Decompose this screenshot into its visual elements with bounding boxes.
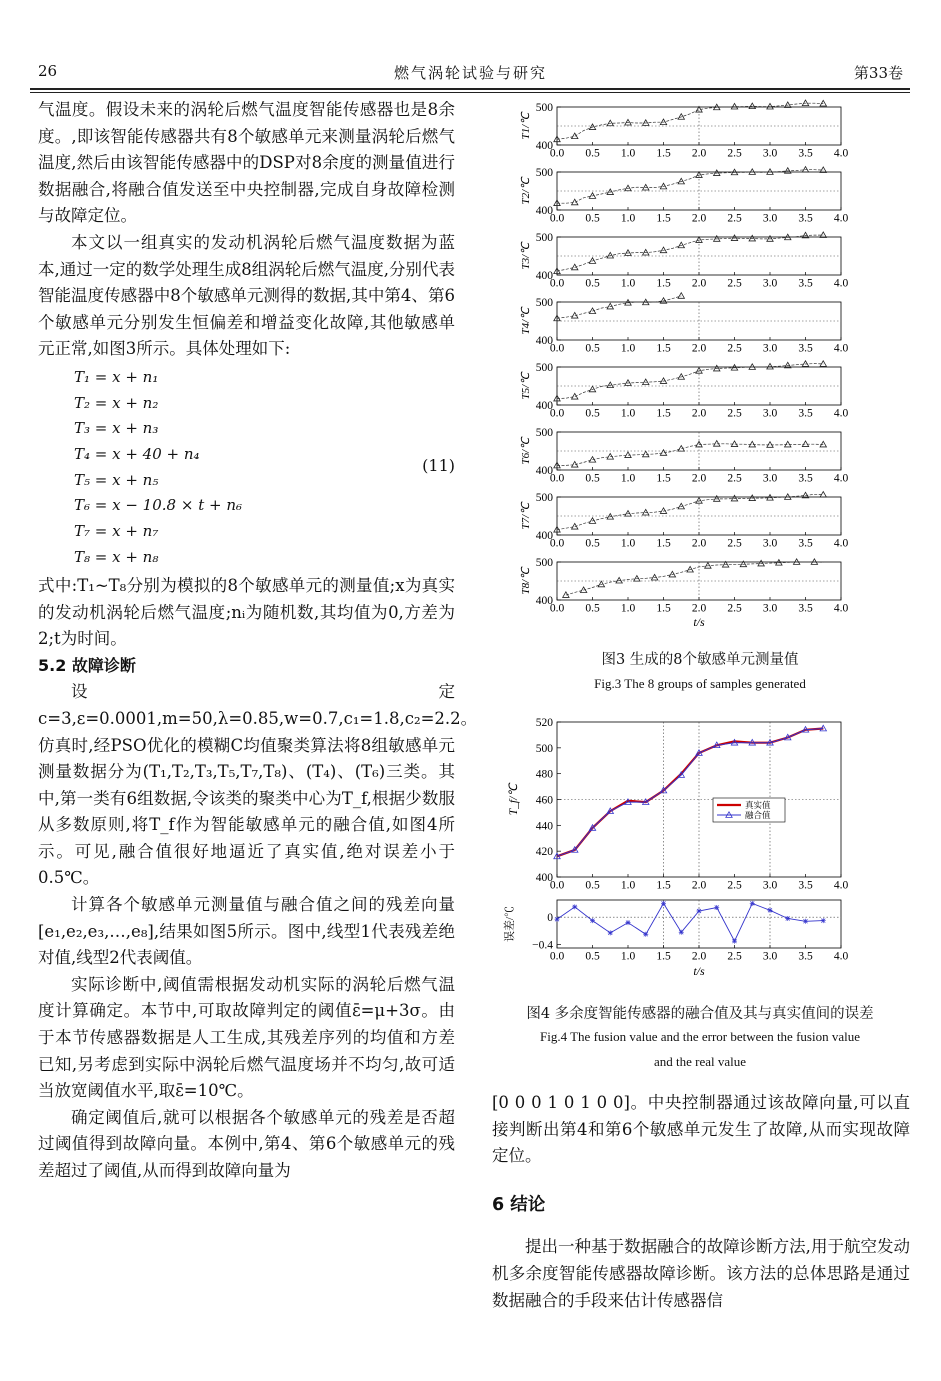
data-point	[572, 199, 578, 205]
data-point	[679, 930, 684, 935]
x-tick-label: 2.5	[727, 342, 742, 355]
x-tick-label: 2.5	[727, 472, 742, 485]
x-tick-label: 2.5	[727, 147, 742, 160]
x-tick-label: 1.5	[656, 537, 671, 550]
y-tick-label: 0	[547, 912, 553, 925]
x-tick-label: 2.0	[691, 407, 707, 420]
equation-block	[38, 365, 455, 571]
data-point	[625, 511, 631, 517]
series-line	[557, 729, 823, 857]
x-tick-label: 4.0	[833, 472, 849, 485]
axis-y-label: 误差/℃	[504, 905, 516, 943]
figure-4-chart	[495, 710, 895, 1000]
x-tick-label: 3.0	[762, 537, 778, 550]
axis-y-label: T6/℃	[520, 437, 532, 465]
paragraph: 提出一种基于数据融合的故障诊断方法,用于航空发动机多余度智能传感器故障诊断。该方法的总体思路是通过数据融合的手段来估计传感器信	[492, 1237, 910, 1310]
equation: T₇ = x + n₇	[74, 522, 159, 541]
data-point	[625, 119, 631, 125]
data-point	[607, 382, 613, 388]
data-point	[669, 571, 675, 577]
x-tick-label: 2.5	[727, 277, 742, 290]
data-point	[661, 901, 666, 906]
right-column	[492, 1090, 910, 1314]
data-point	[802, 441, 808, 447]
x-tick-label: 3.0	[762, 602, 778, 615]
figure-4-caption-en-line1: Fig.4 The fusion value and the error between the fusion value	[540, 1029, 860, 1044]
y-tick-label: 400	[535, 530, 553, 542]
x-tick-label: 4.0	[833, 950, 849, 963]
x-tick-label: 2.0	[691, 147, 707, 160]
x-tick-label: 1.5	[656, 407, 671, 420]
data-point	[643, 379, 649, 385]
x-tick-label: 0.5	[585, 950, 600, 963]
data-point	[626, 920, 631, 925]
figure-3-chart	[495, 97, 895, 642]
header-rule	[30, 88, 910, 90]
data-point	[731, 103, 737, 109]
y-tick-label: 400	[535, 270, 553, 282]
data-point	[749, 235, 755, 241]
data-point	[731, 235, 737, 241]
axis-x-label: t/s	[693, 964, 705, 978]
equation: T₂ = x + n₂	[74, 393, 159, 412]
data-point	[598, 581, 604, 587]
data-point	[802, 167, 808, 173]
data-point	[678, 114, 684, 120]
data-point	[767, 363, 773, 369]
x-tick-label: 2.5	[727, 602, 742, 615]
axis-y-label: T7/℃	[520, 502, 532, 530]
data-point	[572, 904, 577, 909]
y-tick-label: 460	[535, 794, 553, 807]
x-tick-label: 0.0	[549, 277, 565, 290]
y-tick-label: 400	[535, 595, 553, 607]
axis-y-label: T8/℃	[520, 567, 532, 595]
data-point	[678, 374, 684, 380]
x-tick-label: 2.0	[691, 342, 707, 355]
x-tick-label: 3.0	[762, 342, 778, 355]
data-point	[714, 441, 720, 447]
x-tick-label: 1.5	[656, 472, 671, 485]
paragraph: 本文以一组真实的发动机涡轮后燃气温度数据为蓝本,通过一定的数学处理生成8组涡轮后燃气温度,分别代表智能温度传感器中8个敏感单元测得的数据,其中第4、第6个敏感单元分别发生恒偏差和增益变化故障,其他敏感单元正常,如图3所示。具体处理如下:	[38, 232, 455, 359]
y-tick-label: 500	[535, 297, 553, 309]
x-tick-label: 3.5	[798, 537, 813, 550]
x-tick-label: 3.5	[798, 277, 813, 290]
legend-label: 融合值	[745, 810, 771, 820]
data-point	[687, 566, 693, 572]
data-point	[793, 559, 799, 565]
axis-y-label: T3/℃	[520, 242, 532, 270]
x-tick-label: 1.5	[656, 212, 671, 225]
data-point	[714, 170, 720, 176]
y-tick-label: 500	[535, 557, 553, 569]
x-tick-label: 1.0	[620, 879, 636, 892]
data-point	[758, 560, 764, 566]
axis-y-label: T1/℃	[520, 112, 532, 140]
x-tick-label: 1.5	[656, 950, 671, 963]
y-tick-label: 520	[535, 717, 553, 729]
x-tick-label: 4.0	[833, 212, 849, 225]
data-point	[714, 905, 719, 910]
x-tick-label: 4.0	[833, 537, 849, 550]
data-point	[785, 441, 791, 447]
data-point	[625, 250, 631, 256]
series-line	[557, 444, 823, 466]
y-tick-label: 400	[535, 335, 553, 347]
series-line	[566, 562, 823, 595]
equation: T₃ = x + n₃	[74, 419, 159, 438]
x-tick-label: 1.0	[620, 212, 636, 225]
x-tick-label: 0.0	[549, 602, 565, 615]
x-tick-label: 0.5	[585, 277, 600, 290]
x-tick-label: 0.0	[549, 212, 565, 225]
data-point	[643, 184, 649, 190]
x-tick-label: 2.5	[727, 879, 742, 892]
x-tick-label: 0.5	[585, 212, 600, 225]
x-tick-label: 2.5	[727, 407, 742, 420]
legend-label: 真实值	[745, 800, 771, 810]
x-tick-label: 2.0	[691, 212, 707, 225]
x-tick-label: 1.0	[620, 407, 636, 420]
data-point	[749, 103, 755, 109]
x-tick-label: 0.5	[585, 472, 600, 485]
data-point	[785, 916, 790, 921]
data-point	[714, 365, 720, 371]
x-tick-label: 2.0	[691, 537, 707, 550]
paragraph: 气温度。假设未来的涡轮后燃气温度智能传感器也是8余度。,即该智能传感器共有8个敏感单元来测量涡轮后燃气温度,然后由该智能传感器中的DSP对8余度的测量值进行数据融合,将融合值发送至中央控制器,完成自身故障检测与故障定位。	[38, 100, 455, 226]
x-tick-label: 2.5	[727, 950, 742, 963]
paragraph: 式中:T₁~T₈分别为模拟的8个敏感单元的测量值;x为真实的发动机涡轮后燃气温度;nᵢ为随机数,其均值为0,方差为2;t为时间。	[38, 575, 455, 649]
x-tick-label: 3.5	[798, 602, 813, 615]
y-tick-label: 420	[535, 846, 553, 859]
x-tick-label: 0.0	[549, 537, 565, 550]
equation: T₆ = x − 10.8 × t + n₆	[74, 496, 242, 515]
series-line	[557, 364, 823, 399]
equation: T₈ = x + n₈	[74, 547, 159, 566]
x-tick-label: 2.0	[691, 879, 707, 892]
data-point	[697, 908, 702, 913]
data-point	[589, 308, 595, 314]
x-tick-label: 4.0	[833, 407, 849, 420]
data-point	[616, 577, 622, 583]
x-tick-label: 3.5	[798, 147, 813, 160]
y-tick-label: 440	[535, 820, 553, 833]
data-point	[767, 442, 773, 448]
data-point	[820, 100, 826, 106]
x-tick-label: 0.0	[549, 472, 565, 485]
x-tick-label: 0.5	[585, 342, 600, 355]
x-tick-label: 2.0	[691, 950, 707, 963]
data-point	[651, 574, 657, 580]
x-tick-label: 3.5	[798, 407, 813, 420]
data-point	[634, 576, 640, 582]
journal-title: 燃气涡轮试验与研究	[393, 64, 547, 82]
y-tick-label: −0.4	[532, 939, 553, 952]
data-point	[572, 523, 578, 529]
data-point	[590, 918, 595, 923]
figure-3-caption-en: Fig.3 The 8 groups of samples generated	[594, 676, 806, 691]
data-point	[821, 918, 826, 923]
x-tick-label: 0.0	[549, 407, 565, 420]
data-point	[731, 495, 737, 501]
x-tick-label: 0.5	[585, 879, 600, 892]
x-tick-label: 4.0	[833, 602, 849, 615]
series-line	[557, 235, 823, 271]
x-tick-label: 4.0	[833, 879, 849, 892]
x-tick-label: 1.0	[620, 277, 636, 290]
data-point	[785, 168, 791, 174]
x-tick-label: 3.5	[798, 879, 813, 892]
axis-y-label: T5/℃	[520, 372, 532, 400]
data-point	[660, 247, 666, 253]
paragraph: 计算各个敏感单元测量值与融合值之间的残差向量[e₁,e₂,e₃,…,e₈],结果如图5所示。图中,线型1代表残差绝对值,线型2代表阈值。	[38, 895, 455, 968]
x-tick-label: 0.5	[585, 147, 600, 160]
y-tick-label: 400	[535, 465, 553, 477]
data-point	[607, 514, 613, 520]
data-point	[572, 133, 578, 139]
data-point	[803, 919, 808, 924]
x-tick-label: 3.5	[798, 950, 813, 963]
x-tick-label: 0.0	[549, 879, 565, 892]
x-tick-label: 0.0	[549, 342, 565, 355]
x-tick-label: 1.0	[620, 472, 636, 485]
page-number: 26	[38, 62, 58, 80]
data-point	[802, 100, 808, 106]
y-tick-label: 500	[535, 232, 553, 244]
x-tick-label: 0.5	[585, 602, 600, 615]
data-point	[811, 559, 817, 565]
x-tick-label: 4.0	[833, 147, 849, 160]
x-tick-label: 3.0	[762, 472, 778, 485]
figure-3-caption-cn: 图3 生成的8个敏感单元测量值	[601, 652, 799, 668]
y-tick-label: 400	[535, 205, 553, 217]
data-point	[625, 185, 631, 191]
data-point	[607, 189, 613, 195]
x-tick-label: 3.0	[762, 879, 778, 892]
x-tick-label: 3.5	[798, 212, 813, 225]
x-tick-label: 2.0	[691, 472, 707, 485]
section-heading: 6 结论	[492, 1194, 546, 1215]
series-line	[557, 170, 823, 204]
data-point	[643, 249, 649, 255]
x-tick-label: 3.0	[762, 147, 778, 160]
y-tick-label: 480	[535, 768, 553, 781]
x-tick-label: 1.0	[620, 147, 636, 160]
y-tick-label: 400	[535, 872, 553, 884]
x-tick-label: 1.5	[656, 342, 671, 355]
data-point	[678, 503, 684, 509]
data-point	[714, 236, 720, 242]
paragraph: 确定阈值后,就可以根据各个敏感单元的残差是否超过阈值得到故障向量。本例中,第4、第6个敏感单元的残差超过了阈值,从而得到故障向量为	[38, 1107, 455, 1180]
data-point	[660, 378, 666, 384]
data-point	[589, 386, 595, 392]
section-heading: 5.2 故障诊断	[38, 655, 136, 675]
x-tick-label: 1.5	[656, 277, 671, 290]
left-column	[38, 97, 478, 1185]
figure-4-caption-en-line2: and the real value	[653, 1054, 747, 1069]
data-point	[643, 932, 648, 937]
x-tick-label: 2.0	[691, 602, 707, 615]
legend	[713, 798, 785, 822]
paragraph: [0 0 0 1 0 1 0 0]。中央控制器通过该故障向量,可以直接判断出第4和第6个敏感单元发生了故障,从而实现故障定位。	[492, 1093, 910, 1166]
x-tick-label: 1.0	[620, 602, 636, 615]
data-point	[749, 364, 755, 370]
y-tick-label: 500	[535, 102, 553, 114]
x-tick-label: 0.5	[585, 407, 600, 420]
header-rule-thin	[30, 92, 910, 93]
equation: T₅ = x + n₅	[74, 470, 159, 489]
x-tick-label: 1.5	[656, 147, 671, 160]
axis-y-label: T2/℃	[520, 177, 532, 205]
x-tick-label: 3.0	[762, 277, 778, 290]
x-tick-label: 1.0	[620, 537, 636, 550]
x-tick-label: 4.0	[833, 277, 849, 290]
x-tick-label: 3.5	[798, 472, 813, 485]
paragraph: 实际诊断中,阈值需根据发动机实际的涡轮后燃气温度计算确定。本节中,可取故障判定的阈值ε̄=μ+3σ。由于本节传感器数据是人工生成,其残差序列的均值和方差已知,另考虑到实际中涡轮后燃气温度场并不均匀,故可适当放宽阈值水平,取ε̄=10℃。	[38, 974, 455, 1101]
data-point	[678, 293, 684, 299]
series-line	[557, 729, 823, 857]
paragraph: 设定c=3,ε=0.0001,m=50,λ=0.85,w=0.7,c₁=1.8,c₂=2.2。仿真时,经PSO优化的模糊C均值聚类算法将8组敏感单元测量数据分为(T₁,T₂,T₃,T₅,T₇,T₈)、(T₄)、(T₆)三类。其中,第一类有6组数据,令该类的聚类中心为T_f,根据少数服从多数原则,将T_f作为智能敏感单元的融合值,如图4所示。可见,融合值很好地逼近了真实值,绝对误差小于0.5℃。	[38, 682, 478, 888]
data-point	[589, 193, 595, 199]
x-tick-label: 3.0	[762, 950, 778, 963]
x-tick-label: 1.5	[656, 879, 671, 892]
y-tick-label: 400	[535, 400, 553, 412]
data-point	[749, 495, 755, 501]
data-point	[750, 901, 755, 906]
data-point	[555, 917, 560, 922]
x-tick-label: 1.0	[620, 342, 636, 355]
equation: T₄ = x + 40 + n₄	[74, 445, 200, 464]
x-tick-label: 3.0	[762, 212, 778, 225]
equation: T₁ = x + n₁	[74, 367, 159, 386]
y-tick-label: 500	[535, 427, 553, 439]
x-tick-label: 1.5	[656, 602, 671, 615]
data-point	[608, 930, 613, 935]
x-tick-label: 2.5	[727, 537, 742, 550]
y-tick-label: 500	[535, 362, 553, 374]
series-line	[557, 903, 823, 941]
data-point	[660, 119, 666, 125]
data-point	[732, 939, 737, 944]
data-point	[678, 242, 684, 248]
data-point	[678, 178, 684, 184]
x-tick-label: 0.0	[549, 950, 565, 963]
equation-number: (11)	[422, 455, 455, 475]
x-tick-label: 3.0	[762, 407, 778, 420]
axis-x-label: t/s	[693, 615, 705, 629]
data-point	[643, 120, 649, 126]
y-tick-label: 400	[535, 140, 553, 152]
x-tick-label: 0.5	[585, 537, 600, 550]
data-point	[607, 252, 613, 258]
data-point	[768, 908, 773, 913]
volume-label: 第33卷	[853, 64, 903, 82]
series-line	[557, 103, 823, 139]
axis-y-label: T4/℃	[520, 307, 532, 335]
data-point	[625, 380, 631, 386]
data-point	[705, 563, 711, 569]
x-tick-label: 4.0	[833, 342, 849, 355]
y-tick-label: 500	[535, 492, 553, 504]
axis-y-label: T_f/℃	[508, 783, 520, 816]
data-point	[767, 236, 773, 242]
x-tick-label: 2.5	[727, 212, 742, 225]
x-tick-label: 0.0	[549, 147, 565, 160]
y-tick-label: 500	[535, 167, 553, 179]
x-tick-label: 2.0	[691, 277, 707, 290]
x-tick-label: 1.0	[620, 950, 636, 963]
x-tick-label: 3.5	[798, 342, 813, 355]
data-point	[714, 496, 720, 502]
series-line	[557, 494, 823, 529]
figure-4-caption-cn: 图4 多余度智能传感器的融合值及其与真实值间的误差	[526, 1006, 874, 1022]
y-tick-label: 500	[535, 742, 553, 755]
